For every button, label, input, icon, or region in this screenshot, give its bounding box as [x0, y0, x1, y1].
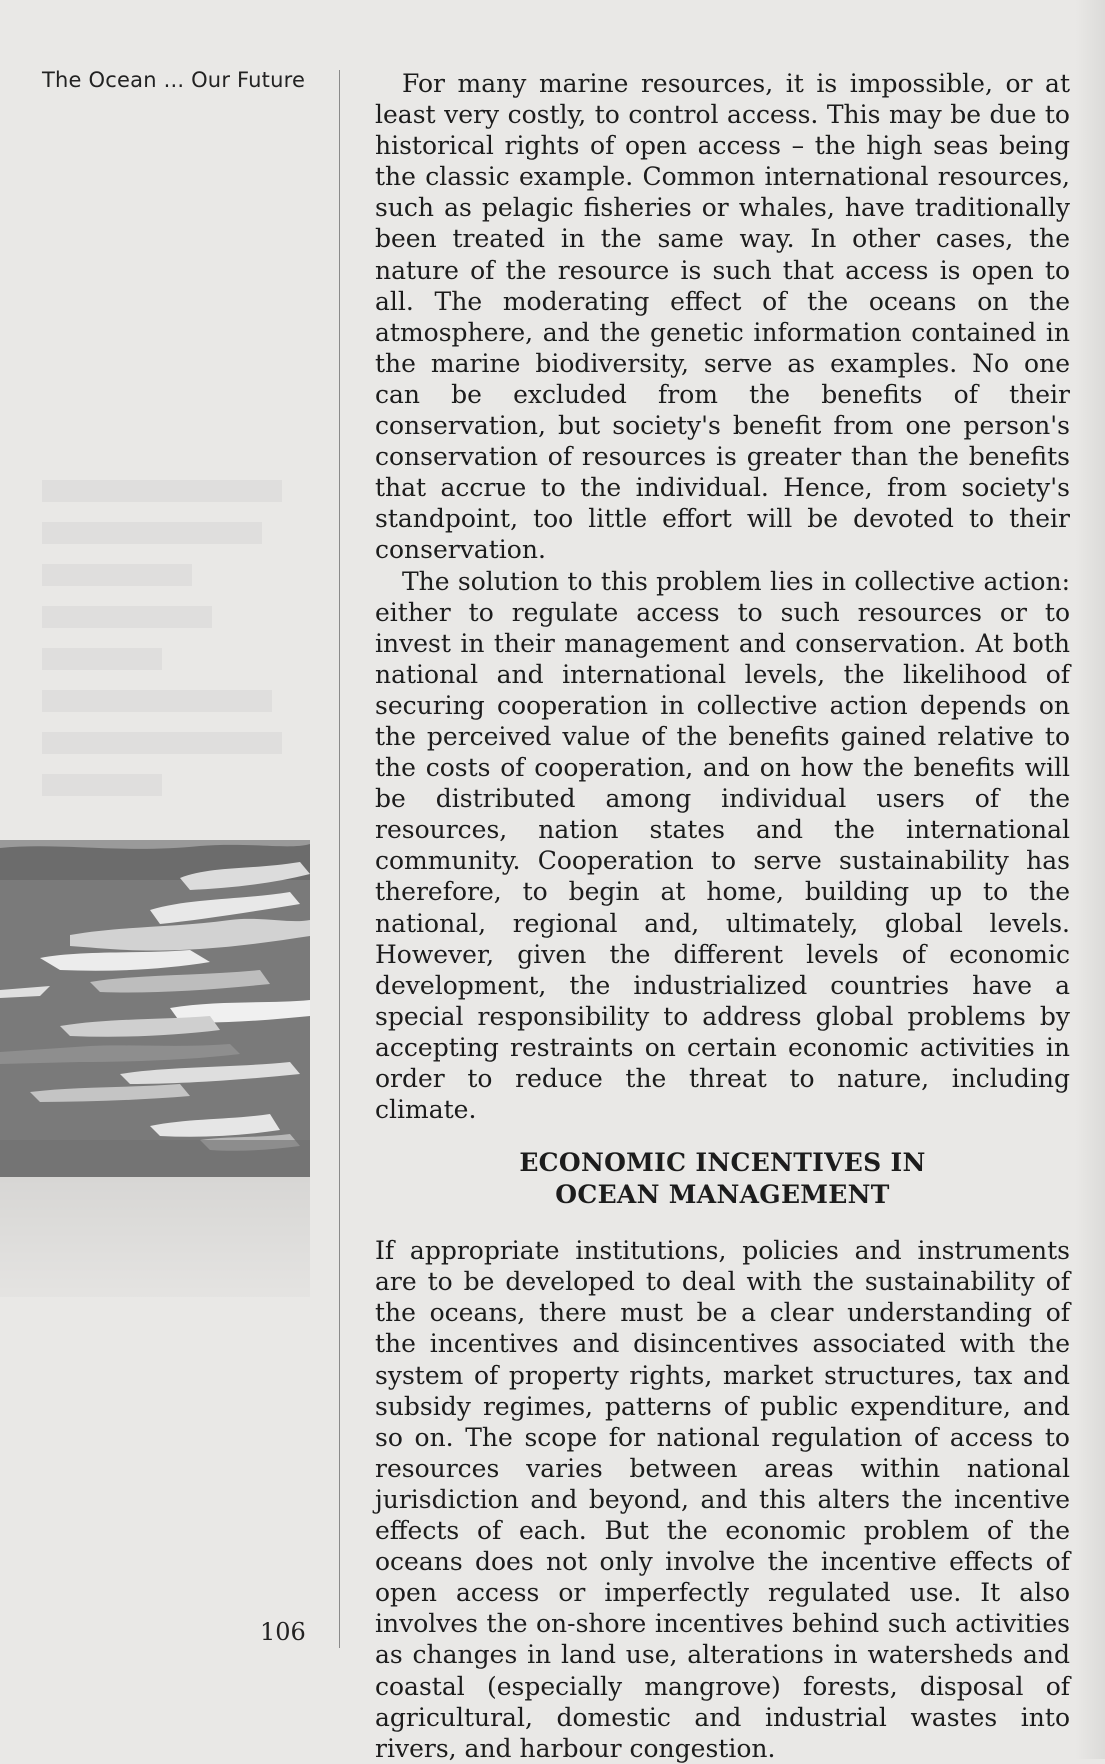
- section-heading-line-2: OCEAN MANAGEMENT: [555, 1180, 890, 1210]
- main-text-column: [375, 68, 1070, 1764]
- paragraph-collective-action: The solution to this problem lies in collective action: either to regulate access to such resources or to invest in their management and conservation. At both national and international levels, the likelihood of securing cooperation in collective action depends on the perceived value of the benefits gained relative to the costs of cooperation, and on how the benefits will be distributed among individual users of the resources, nation states and the international community. Cooperation to serve sustainability has therefore, to begin at home, building up to the national, regional and, ultimately, global levels. However, given the different levels of economic development, the industrialized countries have a special responsibility to address global problems by accepting restraints on certain economic activities in order to reduce the threat to nature, including climate.: [375, 566, 1070, 1125]
- photo-show-through: [0, 1177, 310, 1297]
- ocean-wave-photo: [0, 840, 310, 1177]
- page-edge-shadow: [1075, 0, 1105, 1759]
- running-head: The Ocean ... Our Future: [42, 68, 306, 92]
- paragraph-economic-incentives: If appropriate institutions, policies and instruments are to be developed to deal with the sustainability of the oceans, there must be a clear understanding of the incentives and disincentives associated with the system of property rights, market structures, tax and subsidy regimes, patterns of public expenditure, and so on. The scope for national regulation of access to resources varies between areas within national jurisdiction and beyond, and this alters the incentive effects of each. But the economic problem of the oceans does not only involve the incentive effects of open access or imperfectly regulated use. It also involves the on-shore incentives behind such activities as changes in land use, alterations in watersheds and coastal (especially mangrove) forests, disposal of agricultural, domestic and industrial wastes into rivers, and harbour congestion.: [375, 1236, 1070, 1763]
- column-divider: [339, 70, 340, 1648]
- page-number: 106: [260, 1618, 306, 1646]
- show-through-texture: [42, 470, 312, 800]
- section-heading-line-1: ECONOMIC INCENTIVES IN: [519, 1148, 926, 1178]
- paragraph-open-access: For many marine resources, it is impossible, or at least very costly, to control access. This may be due to historical rights of open access – the high seas being the classic example. Common international resources, such as pelagic fisheries or whales, have traditionally been treated in the same way. In other cases, the nature of the resource is such that access is open to all. The moderating effect of the oceans on the atmosphere, and the genetic information contained in the marine biodiversity, serve as examples. No one can be excluded from the benefits of their conservation, but society's benefit from one person's conservation of resources is greater than the benefits that accrue to the individual. Hence, from society's standpoint, too little effort will be devoted to their conservation.: [375, 69, 1070, 565]
- show-through-sidebar: [42, 470, 312, 810]
- wave-photo-graphic: [0, 840, 310, 1177]
- section-heading: [375, 1147, 1070, 1211]
